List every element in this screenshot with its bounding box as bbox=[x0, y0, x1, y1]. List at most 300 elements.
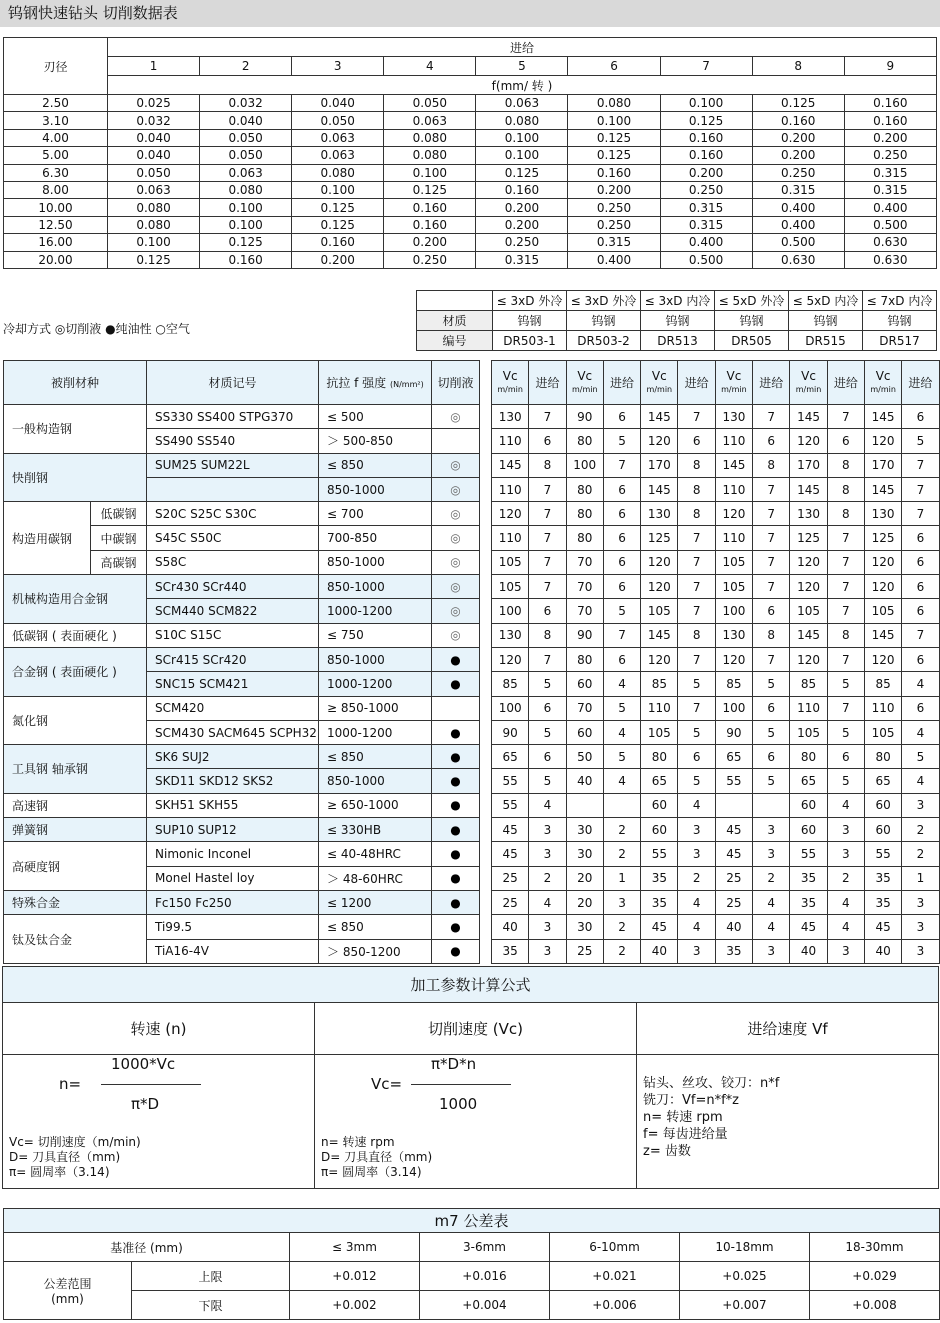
feed-value: 0.200 bbox=[660, 164, 752, 181]
feed-value: 0.315 bbox=[568, 234, 660, 251]
speed-row bbox=[492, 720, 940, 744]
vc-value: 80 bbox=[566, 647, 603, 671]
feed-value: 6 bbox=[529, 429, 566, 453]
formula-cut-notes bbox=[321, 1135, 432, 1180]
tolerance-table bbox=[3, 1208, 940, 1320]
vc-value: 60 bbox=[566, 720, 603, 744]
material-row bbox=[4, 842, 480, 866]
vc-value: 60 bbox=[790, 818, 827, 842]
vc-value: 45 bbox=[715, 818, 752, 842]
vc-value: 120 bbox=[790, 575, 827, 599]
vc-value: 110 bbox=[715, 526, 752, 550]
feed-value: 4 bbox=[678, 793, 715, 817]
vc-value: 90 bbox=[566, 623, 603, 647]
vc-label: Vc bbox=[875, 368, 891, 383]
feed-value: 0.100 bbox=[108, 234, 200, 251]
coolant-symbol: ● bbox=[432, 890, 480, 914]
vc-value: 110 bbox=[715, 429, 752, 453]
vc-value: 130 bbox=[864, 502, 901, 526]
vc-value: 30 bbox=[566, 818, 603, 842]
mat-header-code: 材质记号 bbox=[147, 361, 319, 405]
tol-range-label bbox=[4, 1262, 132, 1320]
speed-row bbox=[492, 696, 940, 720]
speed-row bbox=[492, 550, 940, 574]
feed-value: 5 bbox=[529, 672, 566, 696]
feed-value: 3 bbox=[827, 939, 864, 963]
feed-value: 8 bbox=[678, 477, 715, 501]
feed-value: 3 bbox=[827, 842, 864, 866]
material-code: SUP10 SUP12 bbox=[147, 818, 319, 842]
feed-header: 进给 bbox=[753, 361, 790, 405]
vc-value: 145 bbox=[790, 477, 827, 501]
material-subgroup: 中碳钢 bbox=[91, 526, 147, 550]
feed-value: 0.315 bbox=[660, 199, 752, 216]
feed-value: 7 bbox=[603, 453, 640, 477]
feed-value: 0.080 bbox=[384, 147, 476, 164]
speed-row bbox=[492, 915, 940, 939]
vc-value: 130 bbox=[715, 405, 752, 429]
feed-value: 2 bbox=[902, 842, 939, 866]
material-strength: ≥ 850-1000 bbox=[319, 696, 432, 720]
feed-value: 0.080 bbox=[384, 129, 476, 146]
vc-value: 105 bbox=[790, 720, 827, 744]
feed-row bbox=[4, 234, 937, 251]
note: D= 刀具直径（mm) bbox=[321, 1150, 433, 1164]
vc-value: 145 bbox=[715, 453, 752, 477]
vc-value: 120 bbox=[641, 575, 678, 599]
coolant-symbol: ◎ bbox=[432, 526, 480, 550]
note: Vc= 切削速度（m/min) bbox=[9, 1135, 141, 1149]
vc-value: 65 bbox=[715, 745, 752, 769]
material-strength: ＞ 850-1200 bbox=[319, 939, 432, 963]
vc-value: 35 bbox=[790, 890, 827, 914]
material-code: SK6 SUJ2 bbox=[147, 745, 319, 769]
vc-value: 130 bbox=[492, 405, 529, 429]
tol-range: 3-6mm bbox=[420, 1233, 550, 1262]
feed-value: 5 bbox=[678, 672, 715, 696]
feed-diameter: 5.00 bbox=[4, 147, 108, 164]
vc-value: 120 bbox=[864, 550, 901, 574]
vc-value: 145 bbox=[864, 477, 901, 501]
feed-value: 3 bbox=[902, 793, 939, 817]
feed-value: 0.125 bbox=[292, 199, 384, 216]
feed-value: 1 bbox=[902, 866, 939, 890]
feed-value: 3 bbox=[529, 842, 566, 866]
material-strength: 850-1000 bbox=[319, 769, 432, 793]
vc-value: 65 bbox=[641, 769, 678, 793]
formula-speed bbox=[3, 1003, 315, 1188]
tool-code: DR517 bbox=[863, 331, 937, 351]
material-strength: ≤ 750 bbox=[319, 623, 432, 647]
feed-value: 8 bbox=[827, 502, 864, 526]
coolant-symbol: ◎ bbox=[432, 550, 480, 574]
formula-feed-notes bbox=[643, 1075, 779, 1160]
vc-value: 80 bbox=[566, 526, 603, 550]
speed-row bbox=[492, 890, 940, 914]
feed-value: 0.080 bbox=[476, 112, 568, 129]
feed-value: 3 bbox=[529, 939, 566, 963]
feed-value: 0.400 bbox=[844, 199, 936, 216]
vc-header bbox=[790, 361, 827, 405]
material-subgroup: 低碳钢 bbox=[91, 502, 147, 526]
vc-value: 120 bbox=[864, 429, 901, 453]
feed-col-header: 3 bbox=[292, 57, 384, 76]
feed-col-header: 2 bbox=[200, 57, 292, 76]
feed-value: 6 bbox=[902, 647, 939, 671]
vc-value: 105 bbox=[790, 599, 827, 623]
material-code: S20C S25C S30C bbox=[147, 502, 319, 526]
feed-value: 0.063 bbox=[292, 147, 384, 164]
vc-value: 25 bbox=[492, 866, 529, 890]
feed-value: 7 bbox=[827, 599, 864, 623]
feed-value: 0.125 bbox=[568, 129, 660, 146]
feed-value: 7 bbox=[678, 599, 715, 623]
feed-value: 5 bbox=[603, 696, 640, 720]
vc-value: 105 bbox=[641, 599, 678, 623]
feed-value: 0.080 bbox=[108, 216, 200, 233]
feed-value: 6 bbox=[529, 696, 566, 720]
coolant-symbol: ● bbox=[432, 720, 480, 744]
vc-value: 85 bbox=[864, 672, 901, 696]
vc-value: 80 bbox=[566, 477, 603, 501]
feed-value: 0.500 bbox=[844, 216, 936, 233]
note: 铣刀：Vf=n*f*z bbox=[643, 1093, 740, 1108]
vc-value: 105 bbox=[641, 720, 678, 744]
feed-value: 7 bbox=[753, 477, 790, 501]
coolant-symbol: ◎ bbox=[432, 502, 480, 526]
material-table bbox=[3, 360, 480, 964]
vc-value: 40 bbox=[492, 915, 529, 939]
vc-value: 80 bbox=[790, 745, 827, 769]
feed-value: 6 bbox=[827, 745, 864, 769]
feed-value: 6 bbox=[827, 429, 864, 453]
formula-speed-lhs: n= bbox=[59, 1075, 82, 1093]
feed-value: 7 bbox=[827, 647, 864, 671]
feed-value: 4 bbox=[753, 915, 790, 939]
feed-row bbox=[4, 147, 937, 164]
feed-value: 5 bbox=[753, 769, 790, 793]
feed-value: 0.100 bbox=[660, 95, 752, 112]
mat-header-strength bbox=[319, 361, 432, 405]
material-row bbox=[4, 453, 480, 477]
feed-value: 4 bbox=[529, 890, 566, 914]
feed-value: 0.250 bbox=[568, 216, 660, 233]
feed-value: 7 bbox=[529, 575, 566, 599]
feed-value: 4 bbox=[827, 890, 864, 914]
coolant-symbol: ● bbox=[432, 745, 480, 769]
material-group: 氮化钢 bbox=[4, 696, 147, 745]
feed-value: 2 bbox=[603, 842, 640, 866]
feed-value: 7 bbox=[678, 405, 715, 429]
feed-value: 7 bbox=[529, 502, 566, 526]
feed-diameter: 8.00 bbox=[4, 181, 108, 198]
cooling-legend: 冷却方式 ◎切削液 ●纯油性 ○空气 bbox=[3, 322, 190, 336]
feed-value bbox=[753, 793, 790, 817]
feed-diameter: 10.00 bbox=[4, 199, 108, 216]
feed-unit: f(mm/ 转 ) bbox=[108, 76, 937, 95]
feed-value: 8 bbox=[827, 477, 864, 501]
feed-value: 5 bbox=[678, 769, 715, 793]
vc-value: 60 bbox=[566, 672, 603, 696]
tol-upper: +0.025 bbox=[680, 1262, 810, 1291]
vc-value: 35 bbox=[641, 890, 678, 914]
vc-value: 40 bbox=[715, 915, 752, 939]
feed-value: 8 bbox=[678, 502, 715, 526]
material-strength: ≥ 650-1000 bbox=[319, 793, 432, 817]
feed-value: 0.100 bbox=[292, 181, 384, 198]
tool-material: 钨钢 bbox=[863, 311, 937, 331]
vc-value: 45 bbox=[492, 842, 529, 866]
coolant-symbol: ● bbox=[432, 769, 480, 793]
feed-value: 7 bbox=[902, 453, 939, 477]
feed-value: 0.080 bbox=[108, 199, 200, 216]
speed-row bbox=[492, 647, 940, 671]
feed-value: 7 bbox=[827, 550, 864, 574]
vc-value: 55 bbox=[492, 793, 529, 817]
vc-value: 120 bbox=[641, 647, 678, 671]
feed-value: 0.160 bbox=[200, 251, 292, 268]
vc-value: 110 bbox=[492, 429, 529, 453]
vc-value: 110 bbox=[492, 477, 529, 501]
feed-header: 进给 bbox=[902, 361, 939, 405]
vc-header bbox=[566, 361, 603, 405]
material-code: Ti99.5 bbox=[147, 915, 319, 939]
vc-value: 80 bbox=[641, 745, 678, 769]
material-code: Nimonic Inconel bbox=[147, 842, 319, 866]
feed-value: 0.160 bbox=[384, 216, 476, 233]
feed-value: 0.100 bbox=[568, 112, 660, 129]
tol-lower: +0.002 bbox=[290, 1291, 420, 1320]
material-code: Fc150 Fc250 bbox=[147, 890, 319, 914]
feed-value: 7 bbox=[678, 696, 715, 720]
feed-col-header: 1 bbox=[108, 57, 200, 76]
feed-col-header: 5 bbox=[476, 57, 568, 76]
material-group: 合金钢 ( 表面硬化 ) bbox=[4, 647, 147, 696]
feed-value: 0.125 bbox=[108, 251, 200, 268]
feed-value: 0.063 bbox=[476, 95, 568, 112]
feed-value: 8 bbox=[529, 453, 566, 477]
feed-value: 0.125 bbox=[660, 112, 752, 129]
feed-value: 6 bbox=[678, 745, 715, 769]
feed-value: 5 bbox=[678, 720, 715, 744]
tol-range: 18-30mm bbox=[810, 1233, 940, 1262]
feed-value: 0.315 bbox=[476, 251, 568, 268]
vc-value: 50 bbox=[566, 745, 603, 769]
vc-value: 70 bbox=[566, 599, 603, 623]
material-row bbox=[4, 623, 480, 647]
vc-value: 145 bbox=[641, 623, 678, 647]
feed-value: 4 bbox=[753, 890, 790, 914]
tool-type: ≤ 5xD 外冷 bbox=[715, 291, 789, 311]
material-row bbox=[4, 647, 480, 671]
feed-value: 6 bbox=[902, 696, 939, 720]
speed-row bbox=[492, 866, 940, 890]
feed-value: 0.125 bbox=[568, 147, 660, 164]
vc-value: 120 bbox=[790, 550, 827, 574]
feed-value: 4 bbox=[902, 720, 939, 744]
vc-value: 45 bbox=[790, 915, 827, 939]
material-group: 弹簧钢 bbox=[4, 818, 147, 842]
vc-value: 170 bbox=[641, 453, 678, 477]
feed-value: 7 bbox=[827, 696, 864, 720]
feed-value: 0.315 bbox=[844, 164, 936, 181]
vc-unit: m/min bbox=[870, 384, 896, 394]
feed-value: 7 bbox=[529, 477, 566, 501]
feed-value: 0.080 bbox=[568, 95, 660, 112]
vc-header bbox=[864, 361, 901, 405]
vc-value: 105 bbox=[492, 575, 529, 599]
vc-value: 60 bbox=[641, 818, 678, 842]
material-group: 高硬度钢 bbox=[4, 842, 147, 891]
feed-value: 0.125 bbox=[384, 181, 476, 198]
feed-value: 4 bbox=[827, 915, 864, 939]
material-strength: ≤ 850 bbox=[319, 453, 432, 477]
feed-value: 5 bbox=[902, 429, 939, 453]
feed-value: 0.040 bbox=[200, 112, 292, 129]
vc-value: 85 bbox=[715, 672, 752, 696]
tool-type: ≤ 5xD 内冷 bbox=[789, 291, 863, 311]
feed-value: 7 bbox=[678, 575, 715, 599]
feed-value: 7 bbox=[902, 623, 939, 647]
feed-value: 3 bbox=[678, 842, 715, 866]
coolant-symbol: ● bbox=[432, 915, 480, 939]
tol-lower: +0.006 bbox=[550, 1291, 680, 1320]
feed-value: 6 bbox=[529, 745, 566, 769]
formula-cut-head: 切削速度 (Vc) bbox=[315, 1003, 636, 1055]
coolant-symbol bbox=[432, 429, 480, 453]
vc-value: 85 bbox=[492, 672, 529, 696]
vc-unit: m/min bbox=[721, 384, 747, 394]
feed-value: 4 bbox=[678, 915, 715, 939]
feed-value: 0.200 bbox=[292, 251, 384, 268]
vc-value: 30 bbox=[566, 842, 603, 866]
tool-type: ≤ 3xD 外冷 bbox=[493, 291, 567, 311]
vc-value: 60 bbox=[641, 793, 678, 817]
feed-value: 0.100 bbox=[384, 164, 476, 181]
formula-cut-lhs: Vc= bbox=[371, 1075, 403, 1093]
feed-value: 0.080 bbox=[200, 181, 292, 198]
tolerance-title: m7 公差表 bbox=[4, 1209, 940, 1233]
feed-value: 7 bbox=[529, 405, 566, 429]
speed-row bbox=[492, 842, 940, 866]
vc-value: 30 bbox=[566, 915, 603, 939]
material-strength: ≤ 330HB bbox=[319, 818, 432, 842]
vc-value: 60 bbox=[864, 793, 901, 817]
vc-value: 170 bbox=[790, 453, 827, 477]
feed-value: 0.063 bbox=[108, 181, 200, 198]
feed-value: 4 bbox=[529, 793, 566, 817]
material-strength: ≤ 40-48HRC bbox=[319, 842, 432, 866]
feed-header: 进给 bbox=[529, 361, 566, 405]
mat-header-coolant: 切削液 bbox=[432, 361, 480, 405]
tool-code: DR505 bbox=[715, 331, 789, 351]
feed-value: 7 bbox=[678, 526, 715, 550]
vc-value: 55 bbox=[790, 842, 827, 866]
feed-value: 3 bbox=[678, 939, 715, 963]
feed-value: 7 bbox=[902, 502, 939, 526]
material-group: 一般构造钢 bbox=[4, 405, 147, 454]
tol-upper: +0.016 bbox=[420, 1262, 550, 1291]
material-group: 机械构造用合金钢 bbox=[4, 575, 147, 624]
coolant-symbol: ◎ bbox=[432, 623, 480, 647]
feed-value: 6 bbox=[902, 575, 939, 599]
vc-header bbox=[492, 361, 529, 405]
vc-value: 80 bbox=[566, 502, 603, 526]
tool-code: DR513 bbox=[641, 331, 715, 351]
vc-value: 105 bbox=[864, 720, 901, 744]
vc-value: 65 bbox=[790, 769, 827, 793]
feed-value: 2 bbox=[753, 866, 790, 890]
material-code: SKH51 SKH55 bbox=[147, 793, 319, 817]
feed-value: 0.250 bbox=[660, 181, 752, 198]
feed-value: 7 bbox=[529, 526, 566, 550]
vc-value: 45 bbox=[641, 915, 678, 939]
tol-lower: +0.008 bbox=[810, 1291, 940, 1320]
vc-value: 145 bbox=[641, 477, 678, 501]
speed-row bbox=[492, 477, 940, 501]
vc-value: 40 bbox=[790, 939, 827, 963]
feed-value: 0.100 bbox=[476, 147, 568, 164]
material-strength: ≤ 700 bbox=[319, 502, 432, 526]
feed-value: 3 bbox=[902, 890, 939, 914]
feed-value: 0.250 bbox=[568, 199, 660, 216]
feed-value: 0.050 bbox=[200, 147, 292, 164]
tool-corner bbox=[417, 291, 493, 311]
tol-upper: +0.012 bbox=[290, 1262, 420, 1291]
tool-material: 钨钢 bbox=[715, 311, 789, 331]
feed-value: 7 bbox=[827, 575, 864, 599]
tool-table bbox=[416, 290, 937, 351]
feed-value: 2 bbox=[603, 915, 640, 939]
feed-col-row bbox=[4, 57, 937, 76]
vc-value: 85 bbox=[641, 672, 678, 696]
material-code: SUM25 SUM22L bbox=[147, 453, 319, 477]
vc-value: 130 bbox=[790, 502, 827, 526]
tool-code: DR515 bbox=[789, 331, 863, 351]
feed-value: 2 bbox=[827, 866, 864, 890]
vc-value: 145 bbox=[641, 405, 678, 429]
feed-value: 8 bbox=[529, 623, 566, 647]
vc-value: 45 bbox=[864, 915, 901, 939]
feed-value: 0.160 bbox=[384, 199, 476, 216]
feed-value: 7 bbox=[753, 502, 790, 526]
feed-value: 5 bbox=[827, 769, 864, 793]
formula-speed-den: π*D bbox=[131, 1095, 160, 1113]
tol-range: 6-10mm bbox=[550, 1233, 680, 1262]
feed-value: 0.032 bbox=[108, 112, 200, 129]
feed-value: 0.630 bbox=[752, 251, 844, 268]
feed-value: 5 bbox=[753, 720, 790, 744]
feed-value: 0.200 bbox=[568, 181, 660, 198]
feed-value: 2 bbox=[529, 866, 566, 890]
vc-value: 25 bbox=[715, 890, 752, 914]
material-group: 低碳钢 ( 表面硬化 ) bbox=[4, 623, 147, 647]
formula-cut-num: π*D*n bbox=[431, 1055, 477, 1073]
feed-value: 7 bbox=[529, 550, 566, 574]
coolant-symbol: ● bbox=[432, 793, 480, 817]
tool-material: 钨钢 bbox=[567, 311, 641, 331]
feed-value: 0.040 bbox=[108, 147, 200, 164]
material-group: 工具钢 轴承钢 bbox=[4, 745, 147, 794]
feed-value: 6 bbox=[902, 405, 939, 429]
feed-value: 6 bbox=[753, 599, 790, 623]
vc-value: 90 bbox=[715, 720, 752, 744]
material-row bbox=[4, 405, 480, 429]
tool-type: ≤ 3xD 内冷 bbox=[641, 291, 715, 311]
feed-value: 0.400 bbox=[752, 216, 844, 233]
vc-value: 105 bbox=[492, 550, 529, 574]
vc-value: 145 bbox=[492, 453, 529, 477]
